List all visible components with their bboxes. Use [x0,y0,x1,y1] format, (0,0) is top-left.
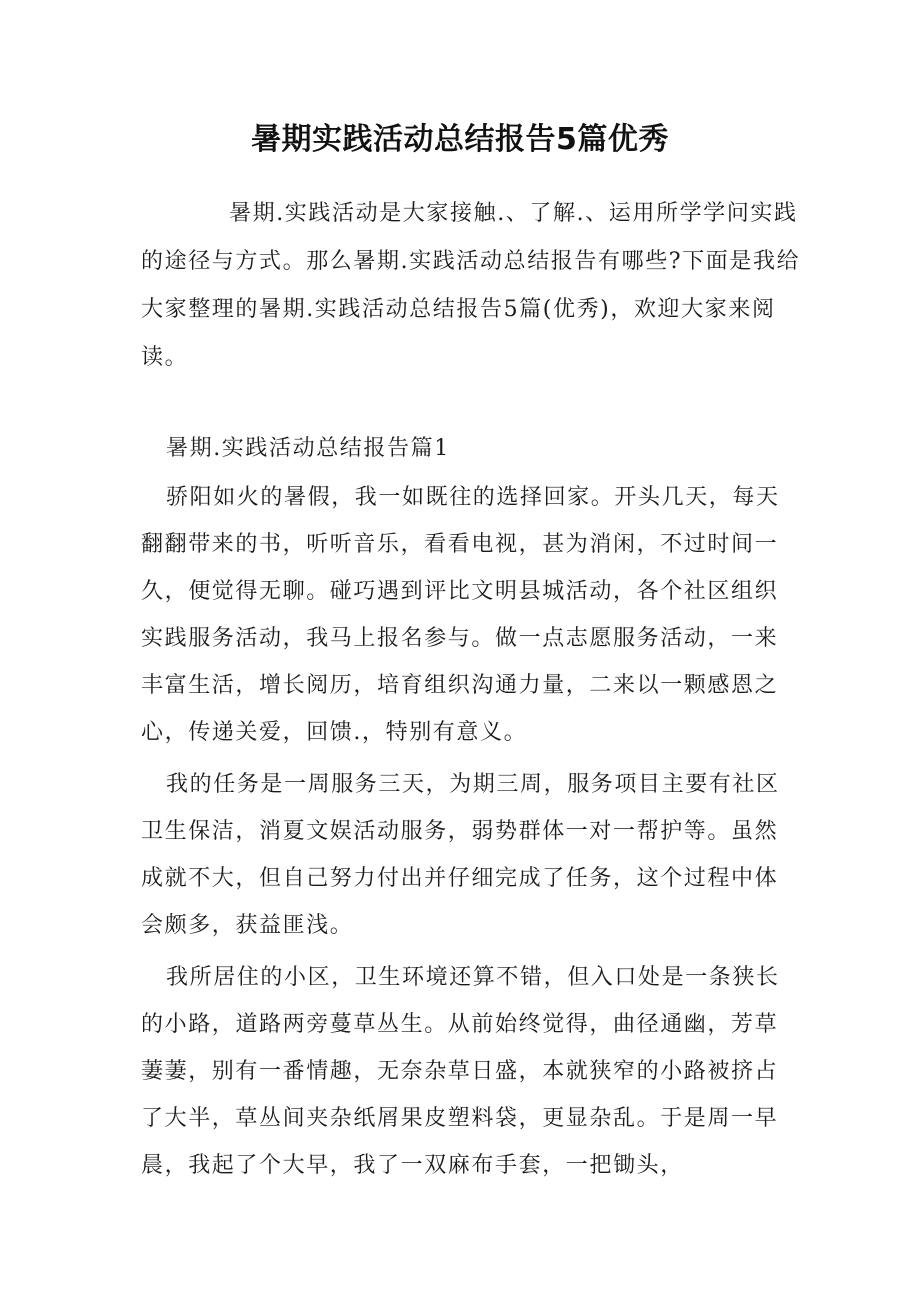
body-paragraph-1: 骄阳如火的暑假，我一如既往的选择回家。开头几天，每天翻翻带来的书，听听音乐，看看电视，甚为消闲，不过时间一久，便觉得无聊。碰巧遇到评比文明县城活动，各个社区组织实践服务活动，我马上报名参与。做一点志愿服务活动，一来丰富生活，增长阅历，培育组织沟通力量，二来以一颗感恩之心，传递关爱，回馈.，特别有意义。 [141,485,780,745]
section-body [141,474,801,1194]
section-heading: 暑期.实践活动总结报告篇1 [166,436,450,461]
document-title: 暑期实践活动总结报告5篇优秀 [251,122,669,157]
intro-paragraph: 暑期.实践活动是大家接触.、了解.、运用所学学问实践的途径与方式。那么暑期.实践活动总结报告有哪些?下面是我给大家整理的暑期.实践活动总结报告5篇(优秀)，欢迎大家来阅读。 [141,201,801,370]
body-paragraph-3: 我所居住的小区，卫生环境还算不错，但入口处是一条狭长的小路，道路两旁蔓草丛生。从前始终觉得，曲径通幽，芳草萋萋，别有一番情趣，无奈杂草日盛，本就狭窄的小路被挤占了大半，草丛间夹杂纸屑果皮塑料袋，更显杂乱。于是周一早晨，我起了个大早，我了一双麻布手套，一把锄头， [141,965,780,1178]
body-paragraph-2: 我的任务是一周服务三天，为期三周，服务项目主要有社区卫生保洁，消夏文娱活动服务，弱势群体一对一帮护等。虽然成就不大，但自己努力付出并仔细完成了任务，这个过程中体会颇多，获益匪浅。 [141,772,780,938]
